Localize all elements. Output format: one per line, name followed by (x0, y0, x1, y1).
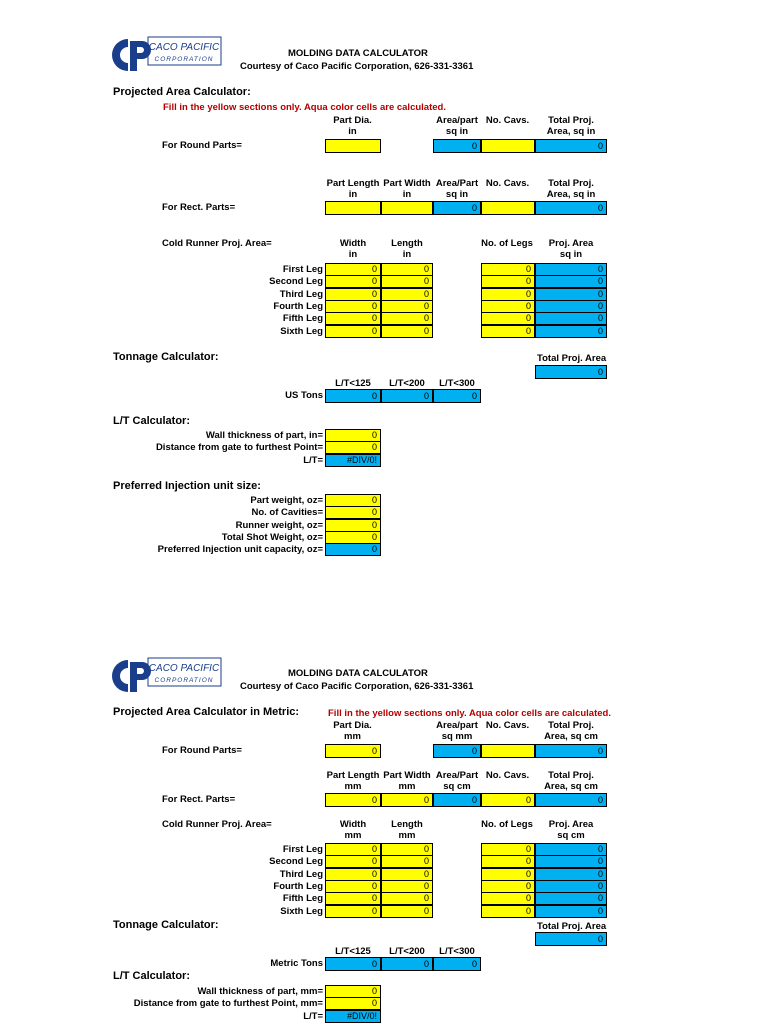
m-rect-length-input[interactable]: 0 (325, 793, 381, 807)
runner-width-input[interactable]: 0 (325, 275, 381, 288)
round-part-dia-input[interactable] (325, 139, 381, 153)
m-hdr-total: Total Proj. Area, sq cm (544, 720, 598, 742)
runner-length-input[interactable]: 0 (381, 312, 433, 325)
runner-proj-value: 0 (535, 275, 607, 288)
calc-input[interactable]: 0 (325, 519, 381, 532)
hdr-total: Total Proj. Area, sq in (546, 115, 596, 137)
rect-area-value: 0 (433, 201, 481, 215)
page2-title: MOLDING DATA CALCULATOR (288, 668, 428, 679)
calc-row-label: Part weight, oz= (250, 495, 323, 506)
tons-lt200-value: 0 (381, 389, 433, 403)
runner-width-input[interactable]: 0 (325, 868, 381, 881)
calc-row-label: No. of Cavities= (251, 507, 323, 519)
runner-legs-input[interactable]: 0 (481, 312, 535, 325)
runner-width-input[interactable]: 0 (325, 855, 381, 868)
runner-leg-label: Second Leg (269, 276, 323, 288)
metric-fill-note: Fill in the yellow sections only. Aqua color cells are calculated. (328, 708, 611, 719)
m-tons-lt300-value: 0 (433, 957, 481, 971)
runner-leg-label: First Leg (282, 844, 323, 855)
m-hdr-part-width: Part Width mm (383, 770, 431, 792)
calc-row-label: L/T= (303, 454, 323, 466)
runner-proj-value: 0 (535, 325, 607, 338)
calc-row-label: L/T= (303, 1010, 323, 1022)
rect-length-input[interactable] (325, 201, 381, 215)
cold-runner-label: Cold Runner Proj. Area= (162, 238, 272, 249)
metric-proj-area-heading: Projected Area Calculator in Metric: (113, 706, 300, 718)
calc-row-label: Wall thickness of part, in= (205, 430, 323, 441)
runner-legs-input[interactable]: 0 (481, 843, 535, 856)
m-hdr-lt300: L/T<300 (439, 946, 475, 957)
rect-total-value: 0 (535, 201, 607, 215)
m-tons-lt125-value: 0 (325, 957, 381, 971)
hdr-part-dia: Part Dia. in (333, 115, 372, 137)
m-hdr-runner-length: Length mm (391, 819, 423, 841)
hdr-part-length: Part Length in (326, 178, 380, 200)
runner-proj-value: 0 (535, 312, 607, 325)
runner-legs-input[interactable]: 0 (481, 288, 535, 301)
runner-legs-input[interactable]: 0 (481, 325, 535, 338)
hdr-runner-proj: Proj. Area sq in (548, 238, 594, 260)
runner-width-input[interactable]: 0 (325, 312, 381, 325)
m-tonnage-heading: Tonnage Calculator: (113, 919, 219, 931)
courtesy-line: Courtesy of Caco Pacific Corporation, 626-331-3361 (240, 61, 474, 72)
m-hdr-area-part: Area/part sq mm (436, 720, 478, 742)
runner-leg-label: Fourth Leg (273, 880, 323, 892)
runner-length-input[interactable]: 0 (381, 325, 433, 338)
runner-legs-input[interactable]: 0 (481, 263, 535, 276)
hdr-runner-legs: No. of Legs (481, 238, 533, 249)
runner-length-input[interactable]: 0 (381, 843, 433, 856)
runner-width-input[interactable]: 0 (325, 880, 381, 893)
round-total-value: 0 (535, 139, 607, 153)
calc-input[interactable]: 0 (325, 441, 381, 454)
calc-row-label: Preferred Injection unit capacity, oz= (157, 544, 323, 556)
caco-pacific-logo (108, 33, 224, 77)
m-lt-heading: L/T Calculator: (113, 970, 191, 982)
runner-leg-label: Second Leg (269, 856, 323, 868)
runner-legs-input[interactable]: 0 (481, 868, 535, 881)
metric-tons-label: Metric Tons (270, 958, 323, 969)
calc-input[interactable]: 0 (325, 531, 381, 544)
m-round-area-part-value: 0 (433, 744, 481, 758)
logo-brand-bottom: CORPORATION (154, 56, 214, 63)
hdr-cavs-rect: No. Cavs. (485, 178, 530, 189)
hdr-area-part-rect: Area/Part sq in (435, 178, 479, 200)
m-rect-parts-label: For Rect. Parts= (162, 794, 236, 805)
m-tons-lt200-value: 0 (381, 957, 433, 971)
rect-parts-label: For Rect. Parts= (162, 202, 236, 213)
m-hdr-area-part-rect: Area/Part sq cm (435, 770, 479, 792)
runner-proj-value: 0 (535, 300, 607, 313)
calc-input[interactable]: 0 (325, 429, 381, 442)
runner-proj-value: 0 (535, 263, 607, 276)
calc-input[interactable]: 0 (325, 985, 381, 998)
caco-pacific-logo-2 (108, 654, 224, 698)
runner-width-input[interactable]: 0 (325, 300, 381, 313)
calc-row-label: Total Shot Weight, oz= (221, 531, 323, 543)
runner-length-input[interactable]: 0 (381, 880, 433, 893)
m-rect-cavs-input[interactable]: 0 (481, 793, 535, 807)
runner-leg-label: Fifth Leg (282, 893, 323, 905)
m-hdr-runner-proj: Proj. Area sq cm (548, 819, 594, 841)
runner-legs-input[interactable]: 0 (481, 892, 535, 905)
m-hdr-part-dia: Part Dia. mm (333, 720, 372, 742)
total-proj-area-label: Total Proj. Area (537, 353, 607, 364)
m-round-cavs-input[interactable] (481, 744, 535, 758)
hdr-lt300: L/T<300 (439, 378, 475, 389)
page2-courtesy-line: Courtesy of Caco Pacific Corporation, 626-331-3361 (240, 681, 474, 692)
m-rect-total-value: 0 (535, 793, 607, 807)
runner-proj-value: 0 (535, 868, 607, 881)
runner-length-input[interactable]: 0 (381, 288, 433, 301)
runner-length-input[interactable]: 0 (381, 855, 433, 868)
m-total-proj-area-label: Total Proj. Area (537, 921, 607, 932)
tonnage-total-proj-value: 0 (535, 365, 607, 379)
m-tonnage-total-proj-value: 0 (535, 932, 607, 946)
tonnage-heading: Tonnage Calculator: (113, 351, 219, 363)
calc-row-label: Distance from gate to furthest Point, mm= (133, 998, 323, 1010)
m-rect-width-input[interactable]: 0 (381, 793, 433, 807)
runner-proj-value: 0 (535, 288, 607, 301)
runner-proj-value: 0 (535, 905, 607, 918)
hdr-runner-length: Length in (391, 238, 423, 260)
calc-result-value: #DIV/0! (325, 454, 381, 467)
logo-brand-top: CACO PACIFIC (148, 42, 220, 53)
runner-proj-value: 0 (535, 843, 607, 856)
rect-cavs-input[interactable] (481, 201, 535, 215)
m-hdr-lt125: L/T<125 (335, 946, 371, 957)
calc-result-value: 0 (325, 543, 381, 556)
runner-legs-input[interactable]: 0 (481, 905, 535, 918)
m-hdr-runner-width: Width mm (339, 819, 367, 841)
injection-heading: Preferred Injection unit size: (113, 480, 261, 492)
round-cavs-input[interactable] (481, 139, 535, 153)
runner-width-input[interactable]: 0 (325, 288, 381, 301)
m-hdr-lt200: L/T<200 (389, 946, 425, 957)
page-title: MOLDING DATA CALCULATOR (288, 48, 428, 59)
m-rect-area-value: 0 (433, 793, 481, 807)
runner-leg-label: Fifth Leg (282, 313, 323, 325)
runner-legs-input[interactable]: 0 (481, 275, 535, 288)
runner-leg-label: Fourth Leg (273, 300, 323, 312)
runner-width-input[interactable]: 0 (325, 325, 381, 338)
m-hdr-total-rect: Total Proj. Area, sq cm (544, 770, 598, 792)
m-round-parts-label: For Round Parts= (162, 745, 242, 756)
runner-proj-value: 0 (535, 892, 607, 905)
proj-area-heading: Projected Area Calculator: (113, 86, 251, 98)
rect-width-input[interactable] (381, 201, 433, 215)
m-round-total-value: 0 (535, 744, 607, 758)
runner-length-input[interactable]: 0 (381, 868, 433, 881)
round-parts-label: For Round Parts= (162, 140, 242, 151)
runner-legs-input[interactable]: 0 (481, 855, 535, 868)
calc-result-value: #DIV/0! (325, 1010, 381, 1023)
hdr-cavs: No. Cavs. (485, 115, 530, 126)
runner-length-input[interactable]: 0 (381, 300, 433, 313)
runner-leg-label: Third Leg (279, 288, 323, 300)
hdr-total-rect: Total Proj. Area, sq in (546, 178, 596, 200)
round-area-part-value: 0 (433, 139, 481, 153)
runner-legs-input[interactable]: 0 (481, 300, 535, 313)
runner-legs-input[interactable]: 0 (481, 880, 535, 893)
hdr-area-part: Area/part sq in (436, 115, 478, 137)
logo2-brand-bottom: CORPORATION (154, 677, 214, 684)
runner-leg-label: First Leg (282, 264, 323, 275)
runner-length-input[interactable]: 0 (381, 275, 433, 288)
calc-row-label: Wall thickness of part, mm= (197, 986, 323, 997)
m-hdr-cavs-rect: No. Cavs. (485, 770, 530, 781)
runner-leg-label: Sixth Leg (280, 325, 323, 337)
m-hdr-part-length: Part Length mm (326, 770, 380, 792)
calc-row-label: Distance from gate to furthest Point= (155, 442, 323, 454)
runner-proj-value: 0 (535, 880, 607, 893)
m-hdr-runner-legs: No. of Legs (481, 819, 533, 830)
fill-note: Fill in the yellow sections only. Aqua color cells are calculated. (163, 102, 446, 113)
runner-length-input[interactable]: 0 (381, 263, 433, 276)
hdr-part-width: Part Width in (383, 178, 431, 200)
runner-width-input[interactable]: 0 (325, 905, 381, 918)
m-hdr-cavs: No. Cavs. (485, 720, 530, 731)
hdr-lt200: L/T<200 (389, 378, 425, 389)
runner-length-input[interactable]: 0 (381, 892, 433, 905)
runner-width-input[interactable]: 0 (325, 843, 381, 856)
tons-lt300-value: 0 (433, 389, 481, 403)
hdr-runner-width: Width in (339, 238, 367, 260)
runner-length-input[interactable]: 0 (381, 905, 433, 918)
hdr-lt125: L/T<125 (335, 378, 371, 389)
logo2-brand-top: CACO PACIFIC (148, 663, 220, 674)
calc-input[interactable]: 0 (325, 506, 381, 519)
calc-row-label: Runner weight, oz= (235, 519, 323, 531)
calc-input[interactable]: 0 (325, 997, 381, 1010)
us-tons-label: US Tons (285, 390, 323, 401)
tons-lt125-value: 0 (325, 389, 381, 403)
runner-width-input[interactable]: 0 (325, 892, 381, 905)
m-round-part-dia-input[interactable]: 0 (325, 744, 381, 758)
runner-width-input[interactable]: 0 (325, 263, 381, 276)
runner-proj-value: 0 (535, 855, 607, 868)
runner-leg-label: Third Leg (279, 868, 323, 880)
lt-heading: L/T Calculator: (113, 415, 191, 427)
calc-input[interactable]: 0 (325, 494, 381, 507)
runner-leg-label: Sixth Leg (280, 905, 323, 917)
m-cold-runner-label: Cold Runner Proj. Area= (162, 819, 272, 830)
